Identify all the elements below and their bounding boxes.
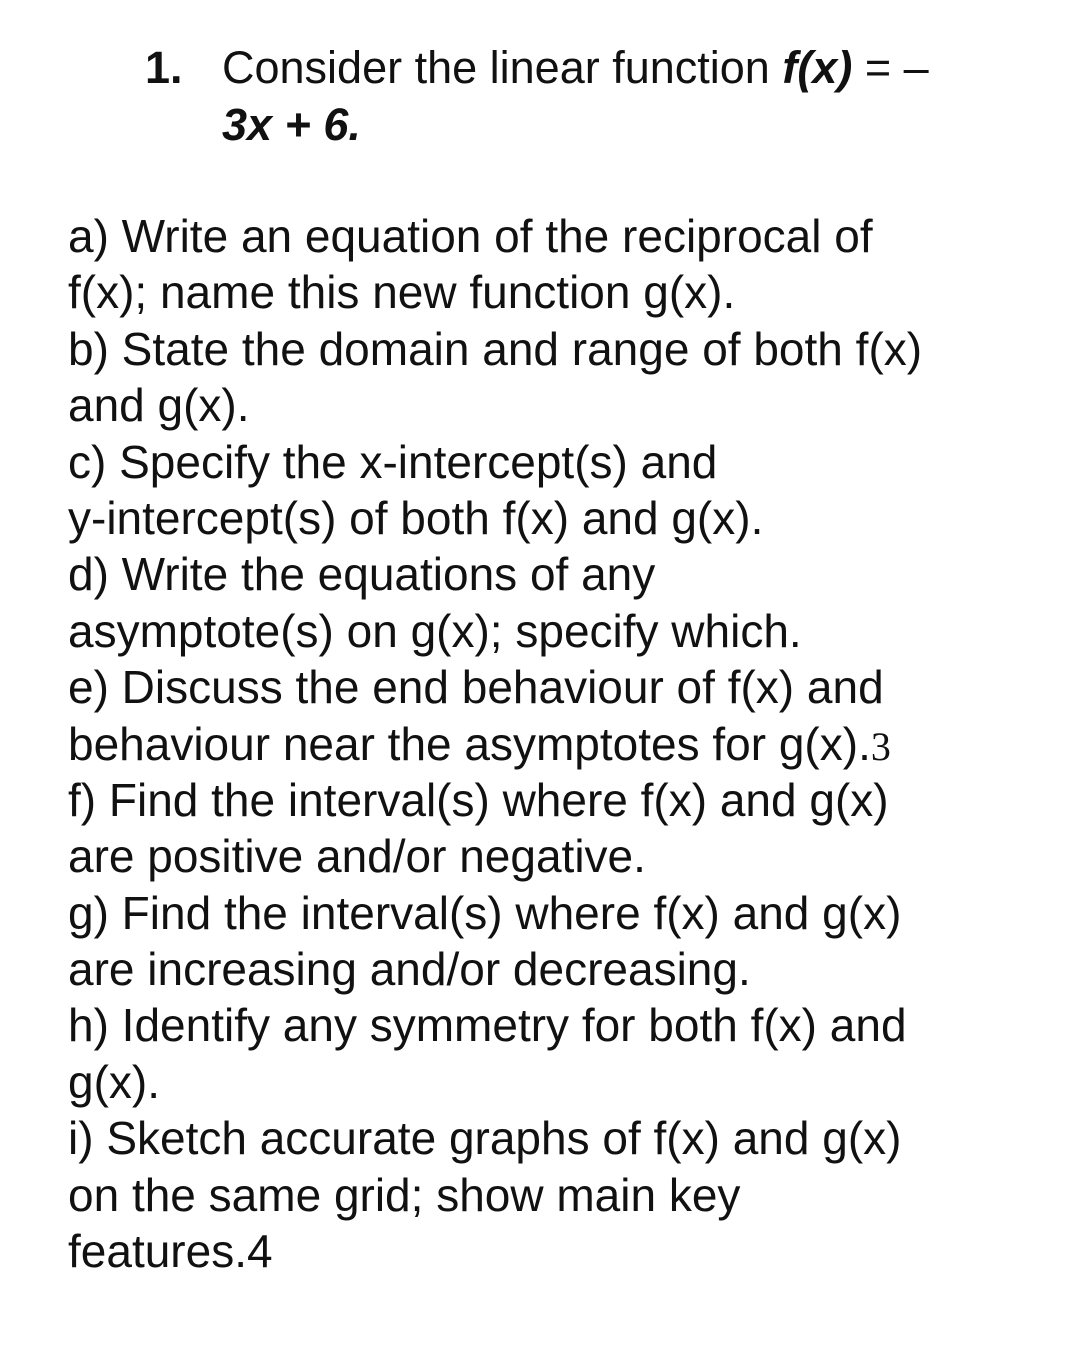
line-text: f) Find the interval(s) where f(x) and g(x): [68, 773, 889, 826]
question-line: [68, 1054, 922, 1110]
line-text: i) Sketch accurate graphs of f(x) and g(x): [68, 1112, 902, 1165]
question-line: [68, 264, 922, 320]
question-line: [68, 546, 922, 602]
question-line: [68, 772, 922, 828]
question-number: 1.: [145, 42, 183, 93]
question-line: [68, 941, 922, 997]
line-text: are increasing and/or decreasing.: [68, 943, 751, 996]
question-line: [68, 321, 922, 377]
question-line: [68, 716, 922, 772]
question-line: [68, 208, 922, 264]
line-text: and g(x).: [68, 379, 250, 432]
mark-value: 3: [870, 723, 891, 769]
mark-value: 4: [247, 1225, 273, 1278]
question-line: [68, 1167, 922, 1223]
question-heading: [145, 40, 929, 150]
question-line: [68, 659, 922, 715]
question-parts: [68, 208, 922, 1279]
question-line: [68, 490, 922, 546]
line-text: on the same grid; show main key: [68, 1168, 741, 1221]
question-intro: Consider the linear function: [222, 42, 783, 93]
line-text: c) Specify the x-intercept(s) and: [68, 435, 718, 488]
function-expression: 3x + 6.: [222, 99, 361, 150]
line-text: g(x).: [68, 1055, 160, 1108]
line-text: y-intercept(s) of both f(x) and g(x).: [68, 491, 764, 544]
line-text: b) State the domain and range of both f(x): [68, 322, 923, 375]
question-line: [68, 377, 922, 433]
line-text: g) Find the interval(s) where f(x) and g(x): [68, 886, 902, 939]
question-line: [68, 434, 922, 490]
line-text: behaviour near the asymptotes for g(x).: [68, 717, 871, 770]
line-text: are positive and/or negative.: [68, 830, 646, 883]
question-line: [68, 1223, 922, 1279]
line-text: asymptote(s) on g(x); specify which.: [68, 604, 802, 657]
function-name: f(x): [782, 42, 853, 93]
question-line: [68, 997, 922, 1053]
line-text: f(x); name this new function g(x).: [68, 266, 736, 319]
question-line: [68, 885, 922, 941]
line-text: h) Identify any symmetry for both f(x) and: [68, 999, 907, 1052]
question-line: [68, 828, 922, 884]
line-text: e) Discuss the end behaviour of f(x) and: [68, 661, 884, 714]
line-text: a) Write an equation of the reciprocal of: [68, 210, 873, 262]
line-text: d) Write the equations of any: [68, 548, 656, 601]
line-text: features.: [68, 1225, 247, 1278]
question-line: [68, 603, 922, 659]
equals-sign: = –: [852, 42, 929, 93]
question-line: [68, 1110, 922, 1166]
